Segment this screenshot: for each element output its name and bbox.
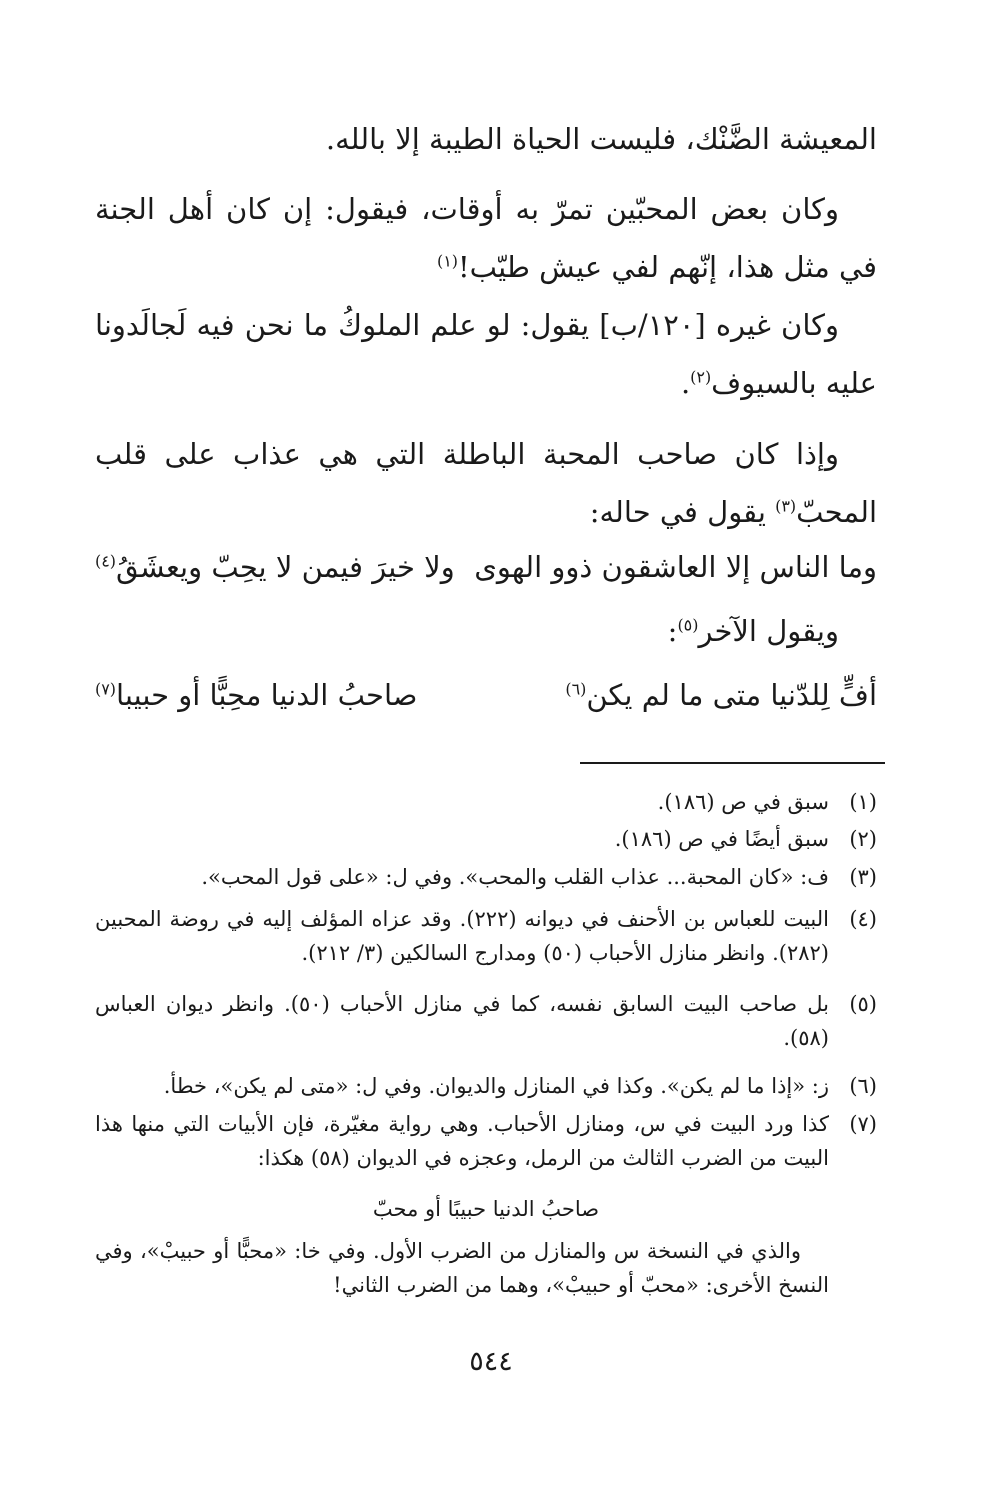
footnote-2-text: سبق أيضًا في ص (١٨٦). xyxy=(614,827,829,851)
page-number-text: ٥٤٤ xyxy=(469,1346,513,1377)
verse-2 xyxy=(95,666,877,724)
verse-1 xyxy=(95,538,877,596)
paragraph-5 xyxy=(95,602,877,660)
paragraph-2 xyxy=(95,180,877,296)
footnote-7-number: (٧) xyxy=(849,1112,877,1136)
footnote-3-number: (٣) xyxy=(849,865,877,889)
footnote-5-text: بل صاحب البيت السابق نفسه، كما في منازل الأحباب (٥٠). وانظر ديوان العباس (٥٨). xyxy=(95,992,829,1050)
paragraph-1 xyxy=(95,110,877,168)
paragraph-3-text: وكان غيره [١٢٠/ب] يقول: لو علم الملوكُ ما نحن فيه لَجالَدونا عليه بالسيوف xyxy=(95,308,877,400)
footnote-4-number: (٤) xyxy=(849,907,877,931)
verse-2-second-hemistich-wrap xyxy=(95,666,417,724)
paragraph-4-end: يقول في حاله: xyxy=(589,495,776,529)
footnote-4 xyxy=(95,902,877,970)
footnote-2 xyxy=(95,822,877,856)
footnote-separator xyxy=(580,762,885,764)
footnote-7-text: كذا ورد البيت في س، ومنازل الأحباب. وهي رواية مغيّرة، فإن الأبيات التي منها هذا البيت من الضرب الثالث من الرمل، وعجزه في الديوان (٥٨) هكذا: xyxy=(95,1112,829,1170)
paragraph-5-end: : xyxy=(667,614,678,648)
footnote-1 xyxy=(95,785,877,819)
footnote-marker-5[interactable]: (٥) xyxy=(677,615,699,635)
verse-2-first-hemistich-wrap xyxy=(565,666,877,724)
footnote-6-text: ز: «إذا ما لم يكن». وكذا في المنازل والديوان. وفي ل: «متى لم يكن»، خطأ. xyxy=(163,1074,829,1098)
footnote-1-number: (١) xyxy=(849,790,877,814)
paragraph-1-text: المعيشة الضَّنْك، فليست الحياة الطيبة إلا بالله. xyxy=(325,122,877,156)
footnote-7-verse xyxy=(95,1192,877,1226)
footnote-6 xyxy=(95,1069,877,1103)
footnote-3 xyxy=(95,860,877,894)
footnote-5-number: (٥) xyxy=(849,992,877,1016)
verse-1-second-hemistich-wrap xyxy=(95,538,455,596)
footnote-6-number: (٦) xyxy=(849,1074,877,1098)
verse-2-first-hemistich: أفٍّ لِلدّنيا متى ما لم يكن xyxy=(586,678,877,712)
footnote-7-continuation xyxy=(95,1234,829,1302)
footnote-marker-2[interactable]: (٢) xyxy=(690,367,712,387)
footnote-7-continuation-text: والذي في النسخة س والمنازل من الضرب الأول. وفي خا: «محبًّا أو حبيبْ»، وفي النسخ الأخرى: «محبّ أو حبيبْ»، وهما من الضرب الثاني! xyxy=(95,1239,829,1297)
footnote-marker-4[interactable]: (٤) xyxy=(95,551,116,571)
verse-2-second-hemistich: صاحبُ الدنيا محِبًّا أو حبيبا xyxy=(116,678,418,712)
footnote-7-verse-text: صاحبُ الدنيا حبيبًا أو محبّ xyxy=(372,1197,600,1221)
footnote-4-text: البيت للعباس بن الأحنف في ديوانه (٢٢٢). وقد عزاه المؤلف إليه في روضة المحبين (٢٨٢). وانظر منازل الأحباب (٥٠) ومدارج السالكين (٣/ ٢١٢). xyxy=(95,907,829,965)
verse-1-first-hemistich: وما الناس إلا العاشقون ذوو الهوى xyxy=(474,550,877,584)
paragraph-4 xyxy=(95,425,877,541)
paragraph-3 xyxy=(95,296,877,412)
footnote-1-text: سبق في ص (١٨٦). xyxy=(657,790,829,814)
footnote-marker-6[interactable]: (٦) xyxy=(565,679,587,699)
paragraph-4-text: وإذا كان صاحب المحبة الباطلة التي هي عذاب على قلب المحبّ xyxy=(95,437,877,529)
paragraph-3-end: . xyxy=(680,366,691,400)
footnote-marker-3[interactable]: (٣) xyxy=(775,496,797,516)
footnote-5 xyxy=(95,987,877,1055)
footnote-2-number: (٢) xyxy=(849,827,877,851)
verse-1-second-hemistich: ولا خيرَ فيمن لا يحِبّ ويعشَقُ xyxy=(116,550,455,584)
paragraph-5-text: ويقول الآخر xyxy=(698,614,839,648)
footnote-marker-7[interactable]: (٧) xyxy=(95,679,116,699)
footnote-marker-1[interactable]: (١) xyxy=(437,251,458,271)
paragraph-2-text: وكان بعض المحبّين تمرّ به أوقات، فيقول: إن كان أهل الجنة في مثل هذا، إنّهم لفي عيش طيّب! xyxy=(95,192,877,284)
page-number xyxy=(0,1345,982,1379)
footnote-7 xyxy=(95,1107,877,1175)
footnote-3-text: ف: «كان المحبة... عذاب القلب والمحب». وفي ل: «على قول المحب». xyxy=(201,865,829,889)
